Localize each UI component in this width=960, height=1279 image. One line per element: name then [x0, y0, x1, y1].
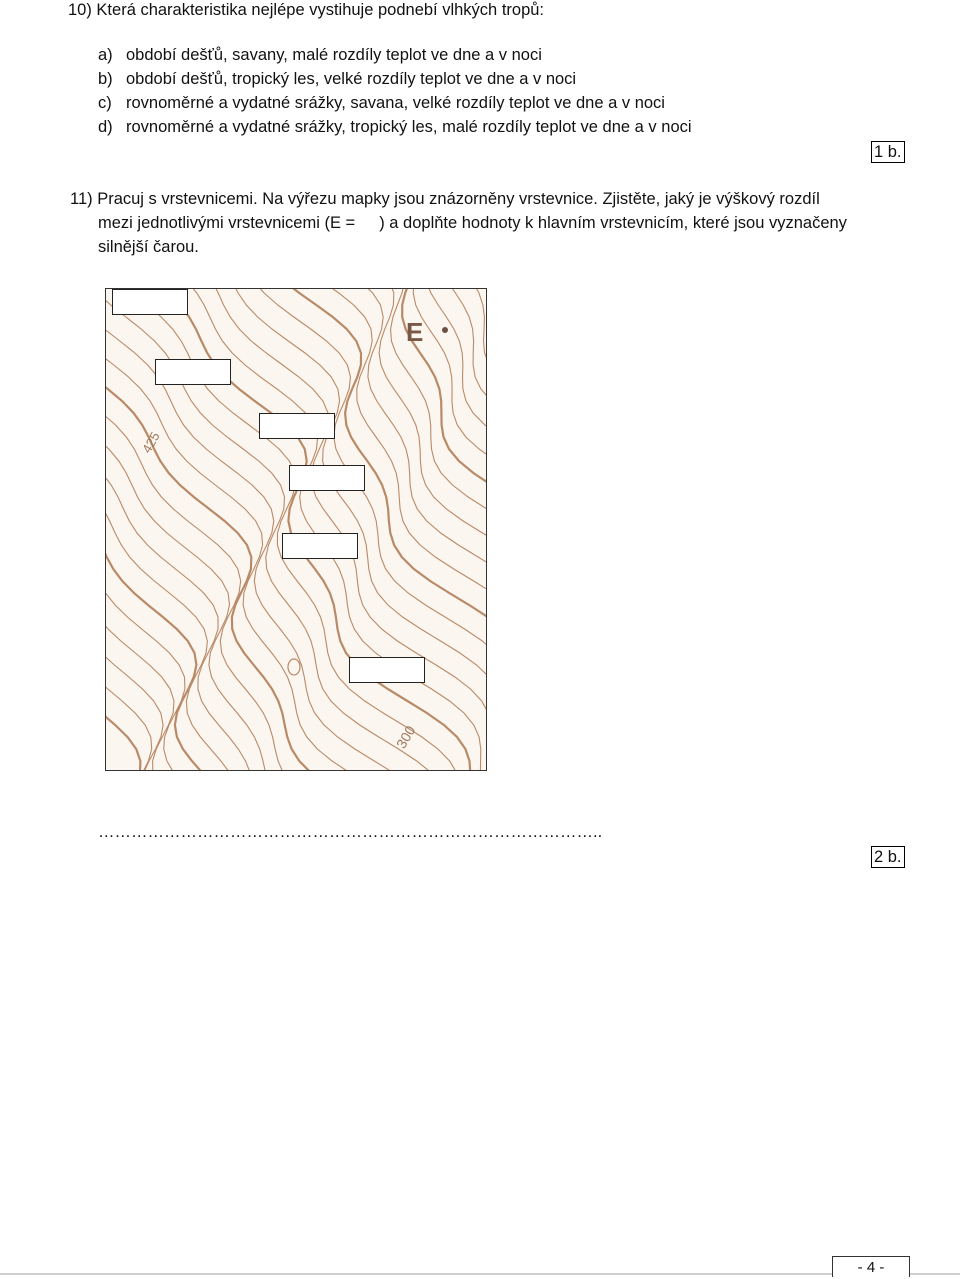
- option-text: období dešťů, tropický les, velké rozdíly teplot ve dne a v noci: [126, 70, 577, 88]
- footer-rule: [0, 1273, 960, 1275]
- question-11-line-2a: mezi jednotlivými vrstevnicemi (E =: [98, 214, 356, 232]
- question-11-line-1: 11) Pracuj s vrstevnicemi. Na výřezu mapky jsou znázorněny vrstevnice. Zjistěte, jaký je výškový rozdíl: [70, 190, 820, 208]
- contour-label-425: 425: [138, 429, 163, 456]
- page-number: - 4 -: [832, 1256, 910, 1277]
- contour-line: [106, 289, 411, 770]
- option-text: období dešťů, savany, malé rozdíly teplot ve dne a v noci: [126, 46, 542, 64]
- answer-line[interactable]: ………………………………………………………………………………..: [98, 823, 603, 841]
- points-badge-q11: 2 b.: [871, 846, 905, 868]
- contour-line: [391, 289, 486, 770]
- contour-value-box-3[interactable]: [259, 413, 335, 439]
- contour-value-box-5[interactable]: [282, 533, 358, 559]
- option-text: rovnoměrné a vydatné srážky, tropický les, malé rozdíly teplot ve dne a v noci: [126, 118, 692, 136]
- option-label: d): [98, 118, 113, 136]
- option-label: a): [98, 46, 113, 64]
- contour-value-box-4[interactable]: [289, 465, 365, 491]
- contour-line: [465, 289, 487, 770]
- question-11-line-3: silnější čarou.: [98, 238, 199, 256]
- option-b: [98, 69, 576, 89]
- point-e-label: E: [406, 317, 424, 347]
- contour-line: [106, 289, 152, 770]
- question-11-line-2b: ) a doplňte hodnoty k hlavním vrstevnicím, které jsou vyznačeny: [379, 214, 847, 232]
- question-11-line-2: [98, 213, 847, 233]
- major-contour-line: [271, 289, 486, 770]
- contour-line: [227, 289, 486, 770]
- contour-label-300: 300: [392, 722, 419, 752]
- depression-contour: [288, 659, 300, 675]
- question-10: 10) Která charakteristika nejlépe vystihuje podnebí vlhkých tropů:: [68, 1, 545, 19]
- contour-line: [413, 289, 486, 770]
- contour-map: [105, 288, 487, 771]
- contour-value-box-1[interactable]: [112, 289, 188, 315]
- point-e-marker: [442, 327, 448, 333]
- option-label: b): [98, 70, 113, 88]
- contour-line: [379, 289, 486, 770]
- option-a: [98, 45, 542, 65]
- contour-value-box-6[interactable]: [349, 657, 425, 683]
- option-text: rovnoměrné a vydatné srážky, savana, velké rozdíly teplot ve dne a v noci: [126, 94, 665, 112]
- option-d: [98, 117, 692, 137]
- contour-line: [305, 289, 486, 770]
- option-c: [98, 93, 665, 113]
- option-label: c): [98, 94, 112, 112]
- points-badge-q10: 1 b.: [871, 141, 905, 163]
- contour-line: [106, 289, 370, 770]
- contour-value-box-2[interactable]: [155, 359, 231, 385]
